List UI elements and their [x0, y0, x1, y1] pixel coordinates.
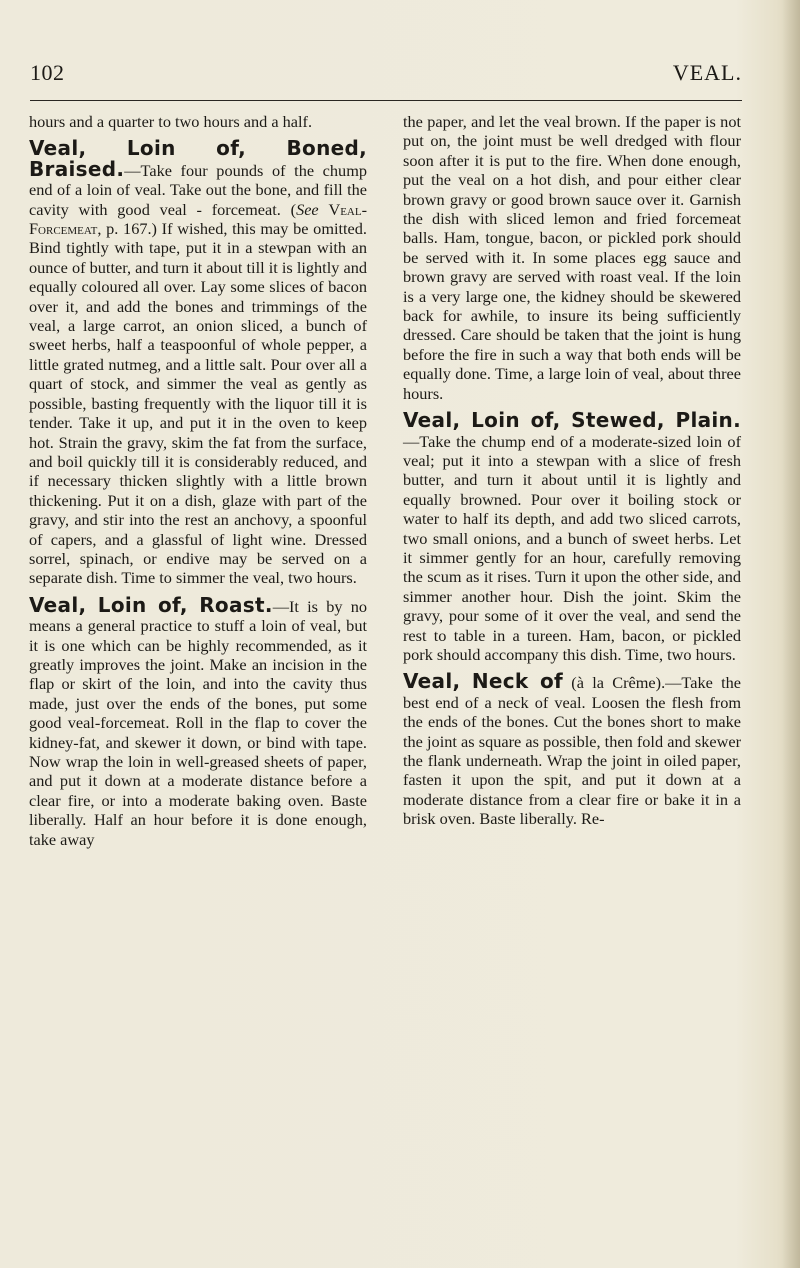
recipe-heading: Veal, Loin of, Boned, Braised. — [29, 136, 367, 181]
recipe-heading: Veal, Neck of — [403, 669, 564, 694]
recipe-entry — [29, 592, 367, 849]
page-header — [30, 60, 742, 100]
recipe-entry — [29, 136, 367, 588]
recipe-text: (à la Crême).—Take the best end of a neck of veal. Loosen the flesh from the ends of the bones. Cut the bones short to make the joint as square as possible, then fold and skewer the flank underneath. Wrap the joint in oiled paper, fasten it upon the spit, and put it down at a moderate distance from a clear fire or bake it in a brisk oven. Baste liberally. Re- — [403, 673, 741, 829]
recipe-heading: Veal, Loin of, Stewed, Plain. — [403, 408, 741, 433]
page-edge-shadow — [782, 0, 800, 1268]
recipe-entry — [403, 408, 741, 664]
left-column — [29, 112, 367, 857]
paragraph-text: hours and a quarter to two hours and a half. — [29, 112, 313, 131]
recipe-text: —Take the chump end of a moderate-sized loin of veal; put it into a stewpan with a slice of fresh butter, and turn it about until it is lightly and equally browned. Pour over it boiling stock or water to half its depth, and add two sliced carrots, two small onions, and a bunch of sweet herbs. Let it simmer gently for an hour, carefully removing the scum as it rises. Turn it upon the other side, and simmer another hour. Dish the joint. Skim the gravy, pour some of it over the veal, and send the rest to table in a tureen. Ham, bacon, or pickled pork should accompany this dish. Time, two hours. — [403, 431, 741, 664]
cross-reference-target: Veal-Forcemeat — [29, 199, 367, 239]
recipe-entry — [403, 669, 741, 829]
right-column — [403, 112, 741, 837]
recipe-text: —It is by no means a general practice to stuff a loin of veal, but it is one which can be highly recommended, as it greatly improves the joint. Make an incision in the flap or skirt of the loin, and into the cavity thus made, just over the ends of the bones, put some good veal-forcemeat. Roll in the flap to cover the kidney-fat, and skewer it down, or bind with tape. Now wrap the loin in well-greased sheets of paper, and put it down at a moderate distance before a clear fire, or into a moderate baking oven. Baste liberally. Half an hour before it is done enough, take away — [29, 596, 367, 849]
running-head: VEAL. — [672, 60, 742, 85]
header-rule — [30, 100, 742, 101]
recipe-text: , p. 167.) If wished, this may be omitted. Bind tightly with tape, put it in a stewpan with an ounce of butter, and turn it about till it is lightly and equally coloured all over. Lay some slices of bacon over it, and add the bones and trimmings of the veal, a large carrot, an onion sliced, a bunch of sweet herbs, half a teaspoonful of whole pepper, a little grated nutmeg, and a little salt. Pour over all a quart of stock, and simmer the veal as gently as possible, basting frequently with the liquor till it is tender. Take it up, and put it in the oven to keep hot. Strain the gravy, skim the fat from the surface, and boil quickly till it is considerably reduced, and if necessary thicken slightly with a little brown thickening. Put it on a dish, glaze with part of the gravy, and stir into the rest an anchovy, a spoonful of capers, and a glassful of light wine. Dressed sorrel, spinach, or endive may be served on a separate dish. Time to simmer the veal, two hours. — [29, 219, 367, 588]
continued-paragraph — [29, 112, 367, 131]
continued-paragraph — [403, 112, 741, 403]
paragraph-text: the paper, and let the veal brown. If the paper is not put on, the joint must be well dredged with flour soon after it is put to the fire. When done enough, put the veal on a hot dish, and pour either clear brown gravy or good brown sauce over it. Garnish the dish with sliced lemon and fried forcemeat balls. Ham, tongue, bacon, or pickled pork should be served with it. In some places egg sauce and brown gravy are served with roast veal. If the loin is a very large one, the kidney should be skewered back for awhile, to insure its being sufficiently dressed. Care should be taken that the joint is hung before the fire in such a way that both ends will be equally done. Time, a large loin of veal, about three hours. — [403, 112, 741, 403]
page-number: 102 — [30, 60, 65, 85]
recipe-heading: Veal, Loin of, Roast. — [29, 592, 273, 617]
cross-reference-see: See — [296, 199, 319, 219]
recipe-text: —Take four pounds of the chump end of a loin of veal. Take out the bone, and fill the cavity with good veal - forcemeat. ( — [29, 160, 367, 219]
